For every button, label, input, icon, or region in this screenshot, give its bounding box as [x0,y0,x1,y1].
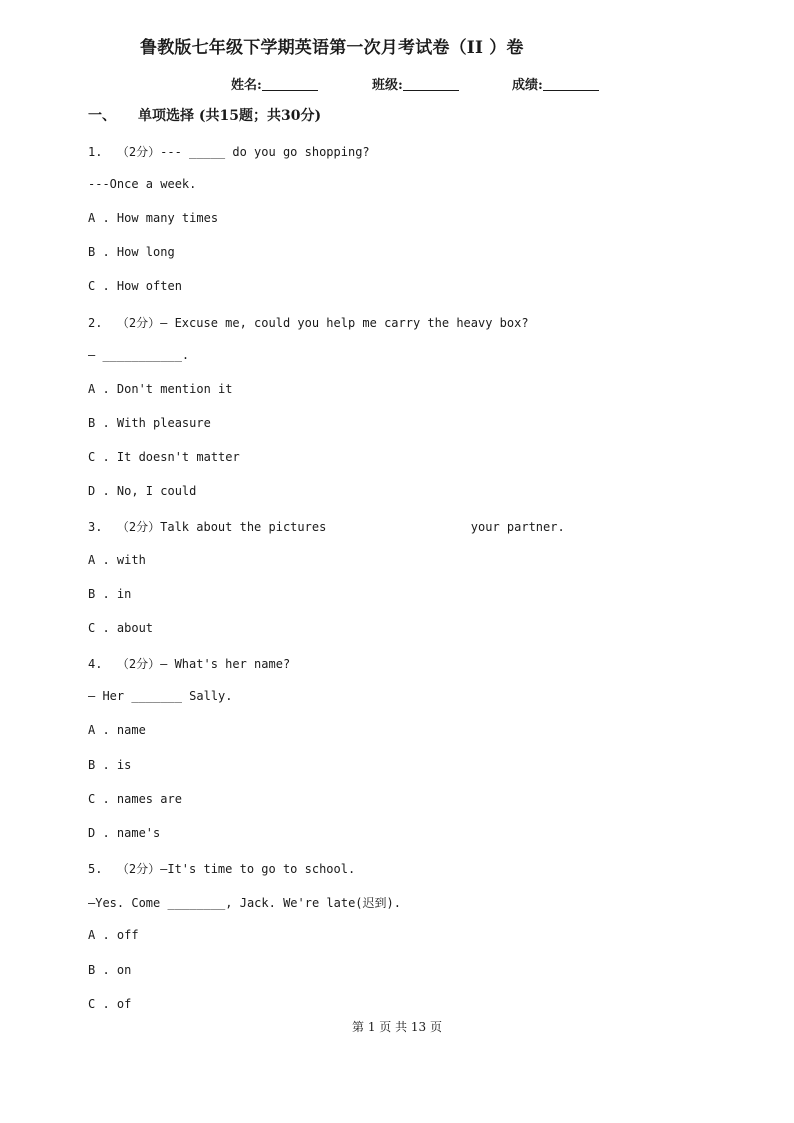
question-line: — Her _______ Sally. [88,689,233,703]
answer-option: D . No, I could [88,484,197,498]
answer-option: B . How long [88,245,175,259]
answer-option: A . off [88,928,139,942]
answer-option: B . With pleasure [88,416,211,430]
question-stem: 3. （2分）Talk about the pictures your partner. [88,520,565,534]
section-title: 单项选择 (共15题；共30分) [138,108,322,124]
class-blank [403,76,459,91]
class-field [372,74,459,93]
answer-option: B . on [88,963,132,977]
answer-option: D . name's [88,826,161,840]
page-title: 鲁教版七年级下学期英语第一次月考试卷（II ）卷 [140,38,524,58]
answer-option: C . of [88,997,132,1011]
answer-option: A . name [88,723,146,737]
name-field [231,74,318,93]
answer-option: A . How many times [88,211,219,225]
score-label: 成绩: [512,78,543,93]
section-number: 一、 [88,108,116,124]
answer-option: C . It doesn't matter [88,450,240,464]
answer-option: C . names are [88,792,182,806]
page-footer: 第 1 页 共 13 页 [352,1020,442,1034]
score-blank [543,76,599,91]
answer-option: A . with [88,553,146,567]
class-label: 班级: [372,78,403,93]
student-info-row [0,74,794,94]
question-stem: 1. （2分）--- _____ do you go shopping? [88,145,370,159]
answer-option: B . in [88,587,132,601]
name-blank [262,76,318,91]
question-line: ---Once a week. [88,177,197,191]
question-stem: 5. （2分）—It's time to go to school. [88,862,356,876]
name-label: 姓名: [231,78,262,93]
section-heading [88,105,321,125]
answer-option: C . How often [88,279,182,293]
answer-option: B . is [88,758,132,772]
question-line: —Yes. Come ________, Jack. We're late(迟到). [88,896,401,910]
answer-option: C . about [88,621,154,635]
score-field [512,74,599,93]
answer-option: A . Don't mention it [88,382,233,396]
question-stem: 2. （2分）— Excuse me, could you help me carry the heavy box? [88,316,529,330]
question-stem: 4. （2分）— What's her name? [88,657,291,671]
question-line: — ___________. [88,348,190,362]
